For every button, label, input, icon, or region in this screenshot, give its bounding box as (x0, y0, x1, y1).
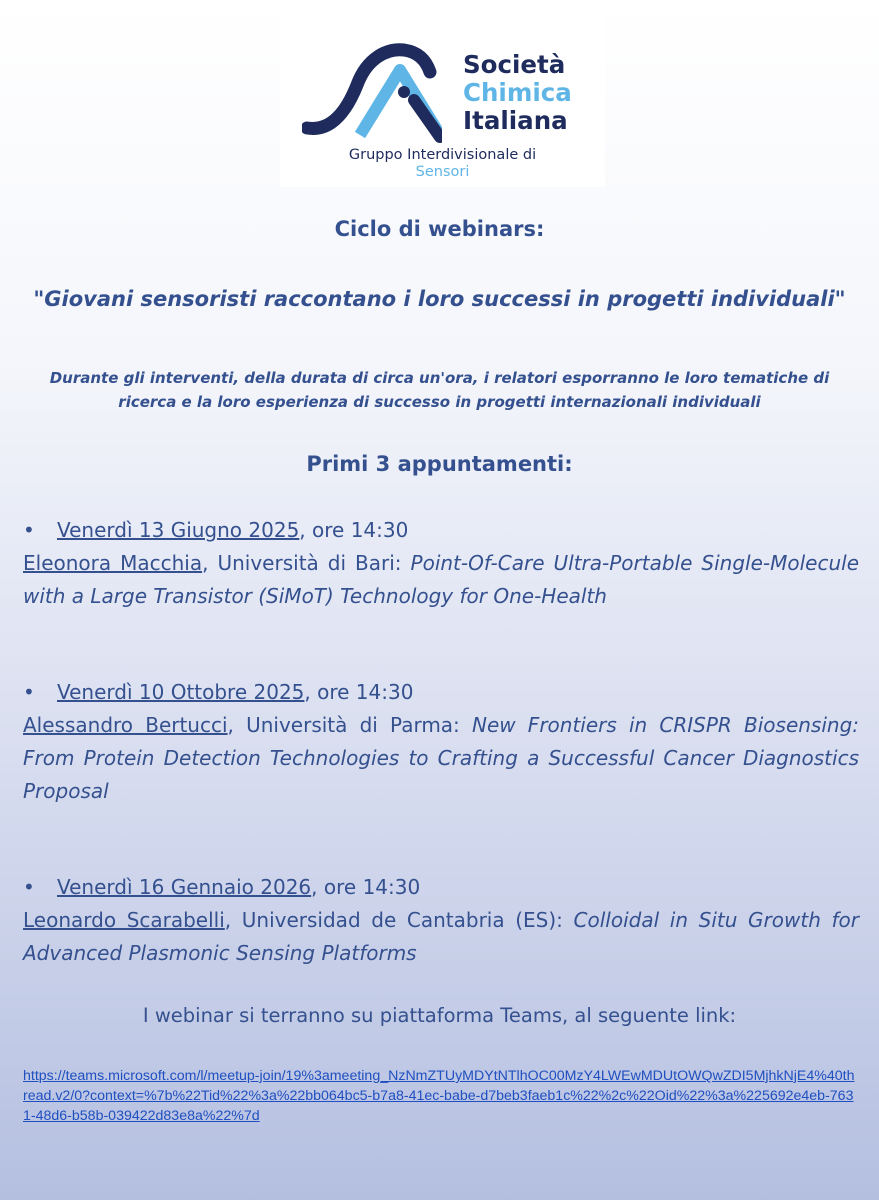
event-description (23, 709, 859, 808)
bullet: • (23, 680, 35, 704)
heading: Ciclo di webinars: (334, 217, 545, 241)
event-date-line (23, 676, 859, 709)
speaker-name: Eleonora Macchia (23, 551, 203, 575)
teams-meeting-link[interactable]: https://teams.microsoft.com/l/meetup-join/19%3ameeting_NzNmZTUyMDYtNTlhOC00MzY4LWEwMDUtOWQwZDI5MjhkNjE4%40thread.v2/0?context=%7b%22Tid%22%3a%22bb064bc5-b7a8-41ec-babe-d7beb3faeb1c%22%2c%22Oid%22%3a%225692e4eb-7631-48d6-b58b-039422d83e8a%22%7d (23, 1068, 855, 1124)
logo-name-line1: Società (463, 50, 566, 79)
intro-text (0, 366, 879, 414)
platform-note: I webinar si terranno su piattaforma Teams, al seguente link: (142, 1004, 737, 1027)
event-time: , ore 14:30 (311, 875, 421, 899)
logo-subtitle (280, 147, 605, 181)
logo-name-line3: Italiana (463, 106, 568, 135)
event-time: , ore 14:30 (304, 680, 414, 704)
event-description (23, 904, 859, 970)
logo-name-line2: Chimica (463, 78, 572, 107)
event-description (23, 547, 859, 613)
logo-name (463, 51, 572, 135)
event-2 (23, 676, 859, 808)
talk-topic: New Frontiers in CRISPR Biosensing: From Protein Detection Technologies to Crafting a Successful Cancer Diagnostics Proposal (23, 713, 860, 803)
speaker-name: Alessandro Bertucci (23, 713, 228, 737)
event-1 (23, 514, 859, 613)
event-date: Venerdì 13 Giugno 2025 (57, 518, 300, 542)
logo-subtitle-line1: Gruppo Interdivisionale di (348, 147, 537, 163)
speaker-affiliation: , Universidad de Cantabria (ES): (224, 908, 574, 932)
bullet: • (23, 518, 35, 542)
series-title: "Giovani sensoristi raccontano i loro successi in progetti individuali" (33, 287, 846, 311)
event-date: Venerdì 10 Ottobre 2025 (57, 680, 305, 704)
talk-topic: Colloidal in Situ Growth for Advanced Plasmonic Sensing Platforms (23, 908, 859, 965)
intro-paragraph: Durante gli interventi, della durata di circa un'ora, i relatori esporranno le loro tematiche di ricerca e la loro esperienza di successo in progetti internazionali individuali (49, 369, 830, 411)
event-date: Venerdì 16 Gennaio 2026 (57, 875, 312, 899)
talk-topic: Point-Of-Care Ultra-Portable Single-Molecule with a Large Transistor (SiMoT) Technology for One-Health (23, 551, 860, 608)
bullet: • (23, 875, 35, 899)
event-time: , ore 14:30 (299, 518, 409, 542)
sci-logo (280, 15, 605, 187)
sci-logo-mark-icon (302, 40, 442, 150)
schedule-heading: Primi 3 appuntamenti: (306, 452, 573, 476)
speaker-affiliation: , Università di Parma: (227, 713, 472, 737)
speaker-affiliation: , Università di Bari: (202, 551, 411, 575)
event-3 (23, 871, 859, 970)
logo-subtitle-line2: Sensori (415, 164, 470, 180)
event-date-line (23, 514, 859, 547)
event-date-line (23, 871, 859, 904)
speaker-name: Leonardo Scarabelli (23, 908, 225, 932)
